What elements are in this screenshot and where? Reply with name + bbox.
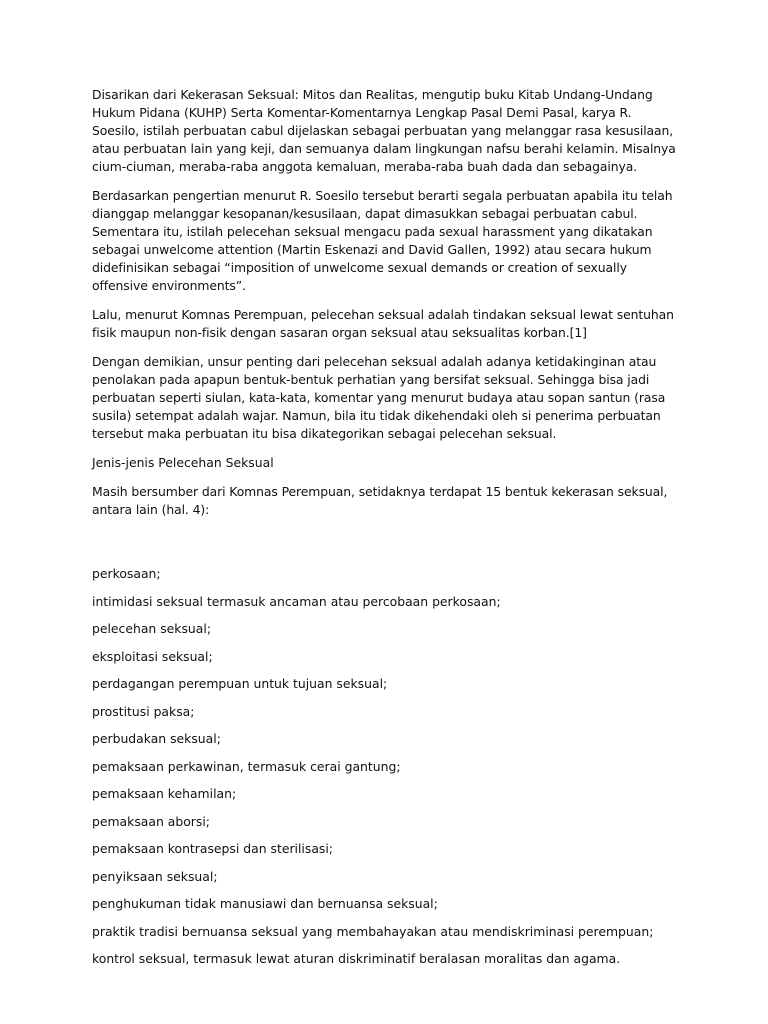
list-item: pelecehan seksual; — [92, 621, 211, 636]
violence-forms-list — [92, 565, 682, 968]
section-heading: Jenis-jenis Pelecehan Seksual — [92, 455, 274, 470]
list-item: pemaksaan aborsi; — [92, 813, 210, 829]
document-body — [92, 86, 682, 978]
list-item: eksploitasi seksual; — [92, 648, 213, 664]
list-item: praktik tradisi bernuansa seksual yang membahayakan atau mendiskriminasi perempuan; — [92, 923, 654, 939]
blank-line — [92, 530, 682, 565]
list-item: kontrol seksual, termasuk lewat aturan diskriminatif beralasan moralitas dan agama. — [92, 951, 621, 966]
list-item: intimidasi seksual termasuk ancaman atau percobaan perkosaan; — [92, 593, 501, 609]
list-item: pemaksaan kehamilan; — [92, 786, 237, 801]
list-intro: Masih bersumber dari Komnas Perempuan, setidaknya terdapat 15 bentuk kekerasan seksual, antara lain (hal. 4): — [92, 484, 668, 517]
paragraph-komnas-definition: Lalu, menurut Komnas Perempuan, pelecehan seksual adalah tindakan seksual lewat sentuhan fisik maupun non-fisik dengan sasaran organ seksual atau seksualitas korban.[1] — [92, 307, 674, 340]
list-item: pemaksaan perkawinan, termasuk cerai gantung; — [92, 758, 401, 774]
list-item: penghukuman tidak manusiawi dan bernuansa seksual; — [92, 896, 438, 911]
list-item: perkosaan; — [92, 566, 161, 581]
paragraph-definition-cabul: Disarikan dari Kekerasan Seksual: Mitos dan Realitas, mengutip buku Kitab Undang-Undang Hukum Pidana (KUHP) Serta Komentar-Komentarnya Lengkap Pasal Demi Pasal, karya R. Soesilo, istilah perbuatan cabul dijelaskan sebagai perbuatan yang melanggar rasa kesusilaan, atau perbuatan lain yang keji, dan semuanya dalam lingkungan nafsu berahi kelamin. Misalnya cium-ciuman, meraba-raba anggota kemaluan, meraba-raba buah dada dan sebagainya. — [92, 87, 676, 174]
list-item: penyiksaan seksual; — [92, 868, 218, 884]
list-item: perbudakan seksual; — [92, 731, 221, 746]
paragraph-soesilo-harassment: Berdasarkan pengertian menurut R. Soesilo tersebut berarti segala perbuatan apabila itu telah dianggap melanggar kesopanan/kesusilaan, dapat dimasukkan sebagai perbuatan cabul. Sementara itu, istilah pelecehan seksual mengacu pada sexual harassment yang dikatakan sebagai unwelcome attention (Martin Eskenazi and David Gallen, 1992) atau secara hukum didefinisikan sebagai “imposition of unwelcome sexual demands or creation of sexually offensive environments”. — [92, 188, 673, 293]
list-item: pemaksaan kontrasepsi dan sterilisasi; — [92, 841, 333, 856]
list-item: perdagangan perempuan untuk tujuan seksual; — [92, 676, 388, 691]
paragraph-conclusion: Dengan demikian, unsur penting dari pelecehan seksual adalah adanya ketidakinginan atau penolakan pada apapun bentuk-bentuk perhatian yang bersifat seksual. Sehingga bisa jadi perbuatan seperti siulan, kata-kata, komentar yang menurut budaya atau sopan santun (rasa susila) setempat adalah wajar. Namun, bila itu tidak dikehendaki oleh si penerima perbuatan tersebut maka perbuatan itu bisa dikategorikan sebagai pelecehan seksual. — [92, 354, 666, 441]
list-item: prostitusi paksa; — [92, 703, 195, 719]
